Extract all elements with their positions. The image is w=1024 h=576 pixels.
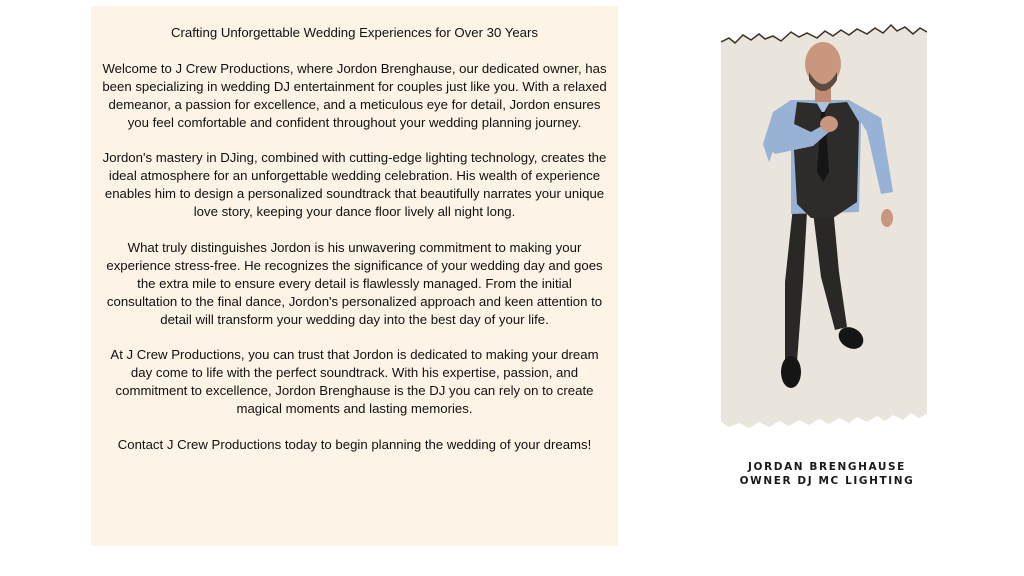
about-paragraph-mastery: Jordon's mastery in DJing, combined with cutting-edge lighting technology, creates the ideal atmosphere for an unforgettable wedding celebration. His wealth of experience enables him to design a personalized soundtrack that beautifully narrates your unique love story, keeping your dance floor lively all night long. (102, 150, 607, 219)
owner-photo-card (721, 22, 927, 430)
about-text-panel (91, 6, 618, 546)
about-paragraph-distinguishes: What truly distinguishes Jordon is his unwavering commitment to making your experience stress-free. He recognizes the significance of your wedding day and goes the extra mile to ensure every detail is flawlessly managed. From the initial consultation to the final dance, Jordon's personalized approach and keen attention to detail will transform your wedding day into the best day of your life. (106, 239, 603, 327)
about-paragraph-welcome: Welcome to J Crew Productions, where Jordon Brenghause, our dedicated owner, has been specializing in wedding DJ entertainment for couples just like you. With a relaxed demeanor, a passion for excellence, and a meticulous eye for detail, Jordon ensures you feel comfortable and confident throughout your wedding planning journey. (102, 60, 607, 130)
owner-name: JORDAN BRENGHAUSE (748, 461, 906, 473)
about-headline: Crafting Unforgettable Wedding Experiences for Over 30 Years (170, 25, 538, 40)
owner-title: OWNER DJ MC LIGHTING (739, 475, 915, 487)
about-paragraph-trust: At J Crew Productions, you can trust that Jordon is dedicated to making your dream day come to life with the perfect soundtrack. With his expertise, passion, and commitment to excellence, Jordon Brenghause is the DJ you can rely on to create magical moments and lasting memories. (110, 347, 599, 416)
owner-caption (700, 460, 954, 488)
owner-photo (721, 22, 927, 430)
about-paragraph-contact: Contact J Crew Productions today to begin planning the wedding of your dreams! (117, 436, 592, 452)
